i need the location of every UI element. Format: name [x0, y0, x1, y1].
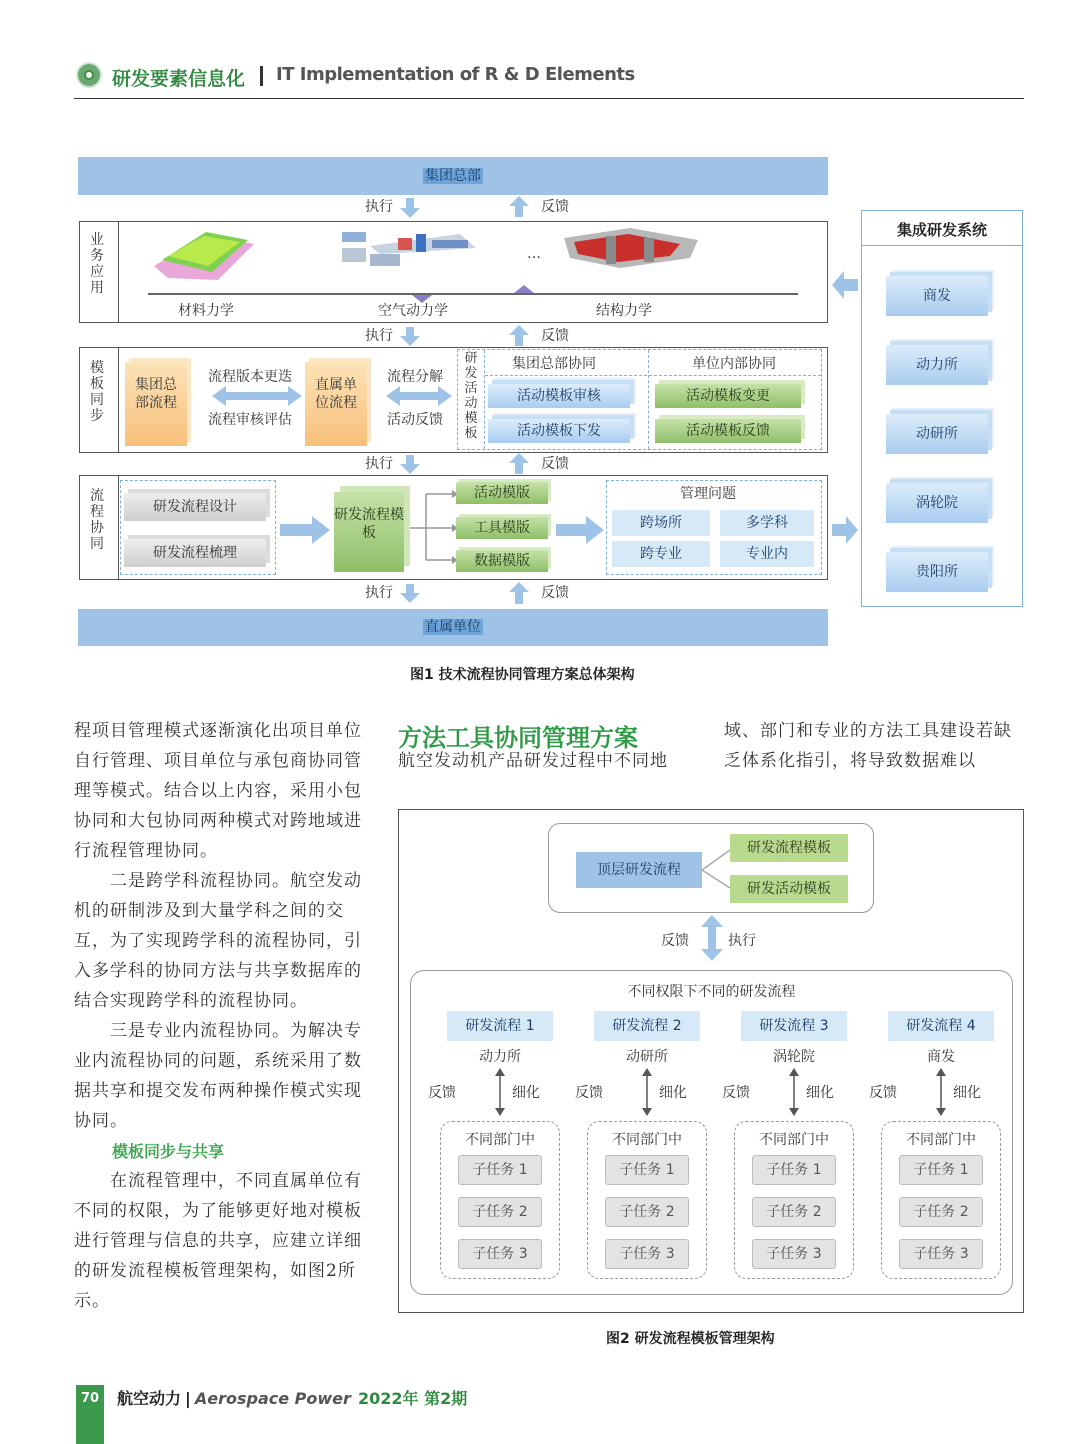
footer-journal-en: Aerospace Power [194, 1389, 351, 1408]
integrated-system-title: 集成研发系统 [896, 221, 987, 239]
unit-dongyansuo: 动研所 [886, 414, 988, 454]
body-paragraph: 在流程管理中，不同直属单位有不同的权限，为了能够更好地对模板进行管理与信息的共享，应建立详细的研发流程模板管理架构，如图2所示。 [74, 1171, 362, 1311]
activity-template-box: 研发活动模板 [730, 875, 848, 903]
unit-guiyangsuo: 贵阳所 [886, 552, 988, 592]
flow-name: 研发流程 1 [447, 1011, 553, 1041]
right-arrow-icon [832, 516, 858, 544]
dept-label: 不同部门中 [612, 1132, 682, 1148]
arrow1-bottom-label: 流程审核评估 [208, 412, 292, 428]
flow-name: 研发流程 3 [741, 1011, 847, 1041]
activity-template-label: 研发活动模板 [464, 351, 478, 441]
col2-title: 单位内部协同 [692, 356, 776, 372]
header-title-cn: 研发要素信息化 [112, 68, 246, 90]
flow-unit: 动力所 [479, 1049, 521, 1065]
divider [118, 348, 119, 452]
process-template-box: 研发流程模板 [730, 834, 848, 862]
vertical-arrow-icon [788, 1068, 800, 1116]
exec-arrow-icon [400, 336, 420, 346]
exec-arrow-stem [406, 198, 414, 208]
issue-cross-specialty: 跨专业 [612, 541, 710, 567]
exec-label: 执行 [365, 585, 393, 601]
flow-unit: 商发 [927, 1049, 955, 1065]
issue-within-specialty: 专业内 [720, 541, 814, 567]
feedback-arrow-icon [509, 453, 529, 463]
flow-unit: 动研所 [626, 1049, 668, 1065]
activity-template: 活动模版 [456, 482, 548, 504]
body-paragraph: 三是专业内流程协同。为解决专业内流程协同的问题，系统采用了数据共享和提交发布两种操作模式实现协同。 [74, 1021, 362, 1131]
header-title-en: IT Implementation of R & D Elements [276, 64, 635, 85]
feedback-label: 反馈 [722, 1085, 750, 1101]
exec-label: 执行 [365, 199, 393, 215]
unit-donglisuo: 动力所 [886, 345, 988, 385]
divider [118, 222, 119, 322]
left-arrow-icon [832, 271, 858, 299]
data-template: 数据模版 [456, 550, 548, 572]
feedback-label: 反馈 [541, 199, 569, 215]
feedback-arrow-icon [509, 582, 529, 592]
exec-label: 执行 [365, 456, 393, 472]
feedback-label: 反馈 [575, 1085, 603, 1101]
material-image [148, 226, 258, 284]
bottom-bar: 直属单位 [78, 609, 828, 646]
subtask-box: 子任务 2 [752, 1197, 836, 1227]
body-paragraph: 域、部门和专业的方法工具建设若缺乏体系化指引，将导致数据难以 [724, 721, 1012, 771]
footer-journal-cn: 航空动力 [117, 1389, 182, 1408]
vertical-arrow-icon [935, 1068, 947, 1116]
body-paragraph: 程项目管理模式逐渐演化出项目单位自行管理、项目单位与承包商协同管理等模式。结合以上内容，采用小包协同和大包协同两种模式对跨地域进行流程管理协同。 [74, 721, 362, 861]
detail-label: 细化 [806, 1085, 834, 1101]
exec-arrow-icon [400, 464, 420, 474]
exec-arrow-icon [400, 208, 420, 218]
exec-label: 执行 [365, 328, 393, 344]
double-vertical-arrow-icon [701, 915, 723, 961]
process-template-box: 研发流程模板 [334, 492, 404, 572]
flow-name: 研发流程 4 [888, 1011, 994, 1041]
divider [648, 350, 650, 449]
exec-arrow-icon [400, 593, 420, 603]
divider [118, 476, 119, 579]
subtask-box: 子任务 1 [899, 1155, 983, 1185]
divider [485, 375, 821, 377]
detail-label: 细化 [512, 1085, 540, 1101]
issues-title: 管理问题 [680, 486, 736, 502]
subtask-box: 子任务 3 [899, 1239, 983, 1269]
body-paragraph: 二是跨学科流程协同。航空发动机的研制涉及到大量学科之间的交互，为了实现跨学科的流程协同，引入多学科的协同方法与共享数据库的结合实现跨学科的流程协同。 [74, 871, 362, 1011]
col1-title: 集团总部协同 [512, 356, 596, 372]
feedback-label: 反馈 [661, 933, 689, 949]
feedback-label: 反馈 [869, 1085, 897, 1101]
header-rule [74, 98, 1024, 99]
tool-template: 工具模版 [456, 517, 548, 539]
unit-wolunyuan: 涡轮院 [886, 483, 988, 523]
subtask-box: 子任务 3 [605, 1239, 689, 1269]
footer-issue: 2022年 第2期 [358, 1389, 468, 1408]
flow-name: 研发流程 2 [594, 1011, 700, 1041]
subtask-box: 子任务 3 [752, 1239, 836, 1269]
subheading: 模板同步与共享 [112, 1142, 225, 1161]
flow-unit: 涡轮院 [773, 1049, 815, 1065]
ellipsis: … [527, 246, 541, 262]
feedback-label: 反馈 [541, 456, 569, 472]
activity-template-change: 活动模板变更 [655, 384, 801, 408]
exec-arrow-stem [406, 584, 414, 593]
top-bar: 集团总部 [78, 157, 828, 195]
template-sync-label: 模板同步 [90, 360, 104, 424]
flows-group-title: 不同权限下不同的研发流程 [627, 984, 796, 1000]
arrow2-bottom-label: 活动反馈 [387, 412, 443, 428]
vertical-arrow-icon [494, 1068, 506, 1116]
issue-cross-site: 跨场所 [612, 510, 710, 536]
process-collab-label: 流程协同 [90, 488, 104, 552]
body-paragraph: 航空发动机产品研发过程中不同地 [398, 751, 668, 771]
divider [484, 350, 486, 449]
process-design-box: 研发流程设计 [124, 493, 266, 521]
exec-arrow-stem [406, 327, 414, 336]
feedback-label: 反馈 [541, 328, 569, 344]
branch-connector [702, 846, 732, 890]
subtask-box: 子任务 2 [899, 1197, 983, 1227]
feedback-label: 反馈 [428, 1085, 456, 1101]
subtask-box: 子任务 2 [458, 1197, 542, 1227]
issue-multi-discipline: 多学科 [720, 510, 814, 536]
top-flow-box: 顶层研发流程 [576, 852, 702, 888]
dept-label: 不同部门中 [906, 1132, 976, 1148]
dept-label: 不同部门中 [465, 1132, 535, 1148]
feedback-arrow-stem [515, 206, 523, 217]
branch-connector [408, 486, 458, 568]
footer-separator: | [185, 1389, 191, 1408]
subtask-box: 子任务 1 [605, 1155, 689, 1185]
subtask-box: 子任务 3 [458, 1239, 542, 1269]
figure-1-caption: 图1 技术流程协同管理方案总体架构 [410, 667, 635, 683]
feedback-arrow-icon [509, 325, 529, 335]
process-sort-box: 研发流程梳理 [124, 539, 266, 567]
right-arrow-icon [280, 516, 330, 544]
detail-label: 细化 [659, 1085, 687, 1101]
marker-icon [514, 285, 534, 293]
group-flow-box: 集团总部流程 [125, 362, 187, 446]
arrow2-top-label: 流程分解 [387, 369, 443, 385]
detail-label: 细化 [953, 1085, 981, 1101]
vertical-arrow-icon [641, 1068, 653, 1116]
unit-shangfa: 商发 [886, 276, 988, 316]
structure-image [560, 224, 700, 274]
item-aero: 空气动力学 [378, 303, 448, 319]
double-arrow-icon [386, 386, 452, 406]
activity-template-review: 活动模板审核 [488, 384, 630, 408]
subtask-box: 子任务 1 [752, 1155, 836, 1185]
divider [861, 245, 1023, 246]
activity-template-feedback: 活动模板反馈 [655, 419, 801, 443]
arrow1-top-label: 流程版本更迭 [208, 369, 292, 385]
section-title: 方法工具协同管理方案 [398, 724, 638, 752]
dept-label: 不同部门中 [759, 1132, 829, 1148]
footer-journal [117, 1386, 351, 1409]
header-separator [260, 66, 263, 86]
page-number-bar: 70 [76, 1385, 104, 1444]
journal-logo-icon [76, 62, 102, 88]
feedback-arrow-stem [515, 592, 523, 604]
feedback-label: 反馈 [541, 585, 569, 601]
feedback-arrow-stem [515, 463, 523, 474]
feedback-arrow-icon [509, 196, 529, 206]
aerodynamics-image [340, 224, 480, 272]
figure-2-caption: 图2 研发流程模板管理架构 [606, 1331, 775, 1347]
subtask-box: 子任务 1 [458, 1155, 542, 1185]
exec-arrow-stem [406, 455, 414, 464]
unit-flow-box: 直属单位流程 [305, 362, 367, 446]
baseline [148, 293, 798, 295]
feedback-arrow-stem [515, 335, 523, 346]
right-arrow-icon [556, 516, 604, 544]
subtask-box: 子任务 2 [605, 1197, 689, 1227]
exec-label: 执行 [728, 933, 756, 949]
item-structure: 结构力学 [596, 303, 652, 319]
integrated-system-panel [861, 210, 1023, 607]
activity-template-issue: 活动模板下发 [488, 419, 630, 443]
item-material: 材料力学 [178, 303, 234, 319]
double-arrow-icon [212, 386, 302, 406]
business-label: 业务应用 [90, 232, 104, 296]
